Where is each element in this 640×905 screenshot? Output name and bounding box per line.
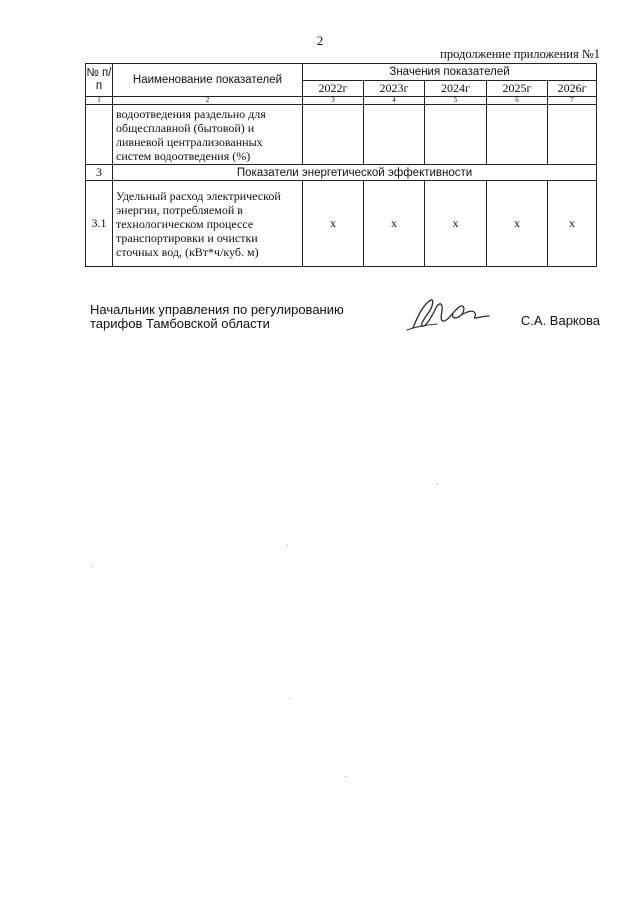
row-value [425, 105, 487, 165]
row-name: Удельный расход электрической энергии, потребляемой в технологическом процессе транспортировки и очистки сточных вод, (кВт*ч/куб. м) [113, 181, 303, 267]
scan-speck [345, 776, 346, 777]
section-row [86, 165, 597, 181]
row-value: x [364, 181, 425, 267]
header-num: № п/п [86, 64, 113, 97]
header-year-2025: 2025г [487, 81, 548, 97]
header-name: Наименование показателей [113, 64, 303, 97]
scan-speck [289, 698, 290, 699]
scan-speck [437, 483, 438, 484]
table-row [86, 105, 597, 165]
continuation-note: продолжение приложения №1 [440, 47, 600, 61]
row-num [86, 105, 113, 165]
header-year-2026: 2026г [548, 81, 597, 97]
section-num: 3 [86, 165, 113, 181]
column-index: 4 [364, 97, 425, 105]
row-num: 3.1 [86, 181, 113, 267]
header-values: Значения показателей [303, 64, 597, 81]
row-value [303, 105, 364, 165]
row-value [364, 105, 425, 165]
column-index-row [86, 97, 597, 105]
column-index: 6 [487, 97, 548, 105]
row-value [548, 105, 597, 165]
header-year-2022: 2022г [303, 81, 364, 97]
header-year-2024: 2024г [425, 81, 487, 97]
indicators-table [85, 63, 597, 267]
scan-speck [287, 545, 288, 546]
signature-block [90, 300, 600, 340]
column-index: 7 [548, 97, 597, 105]
row-name: водоотведения раздельно для общесплавной (бытовой) и ливневой централизованных систем водоотведения (%) [113, 105, 303, 165]
signer-name: С.А. Варкова [520, 313, 600, 328]
scan-speck [91, 566, 92, 567]
row-value [487, 105, 548, 165]
signer-position-line: Начальник управления по регулированию [90, 302, 344, 317]
row-value: x [487, 181, 548, 267]
column-index: 5 [425, 97, 487, 105]
table-row [86, 181, 597, 267]
row-value: x [425, 181, 487, 267]
section-title: Показатели энергетической эффективности [113, 165, 597, 181]
signer-position [90, 303, 344, 331]
header-year-2023: 2023г [364, 81, 425, 97]
column-index: 2 [113, 97, 303, 105]
page-number: 2 [316, 33, 324, 48]
row-value: x [548, 181, 597, 267]
signer-position-line: тарифов Тамбовской области [90, 316, 270, 331]
column-index: 1 [86, 97, 113, 105]
handwritten-signature [403, 294, 493, 334]
column-index: 3 [303, 97, 364, 105]
row-value: x [303, 181, 364, 267]
